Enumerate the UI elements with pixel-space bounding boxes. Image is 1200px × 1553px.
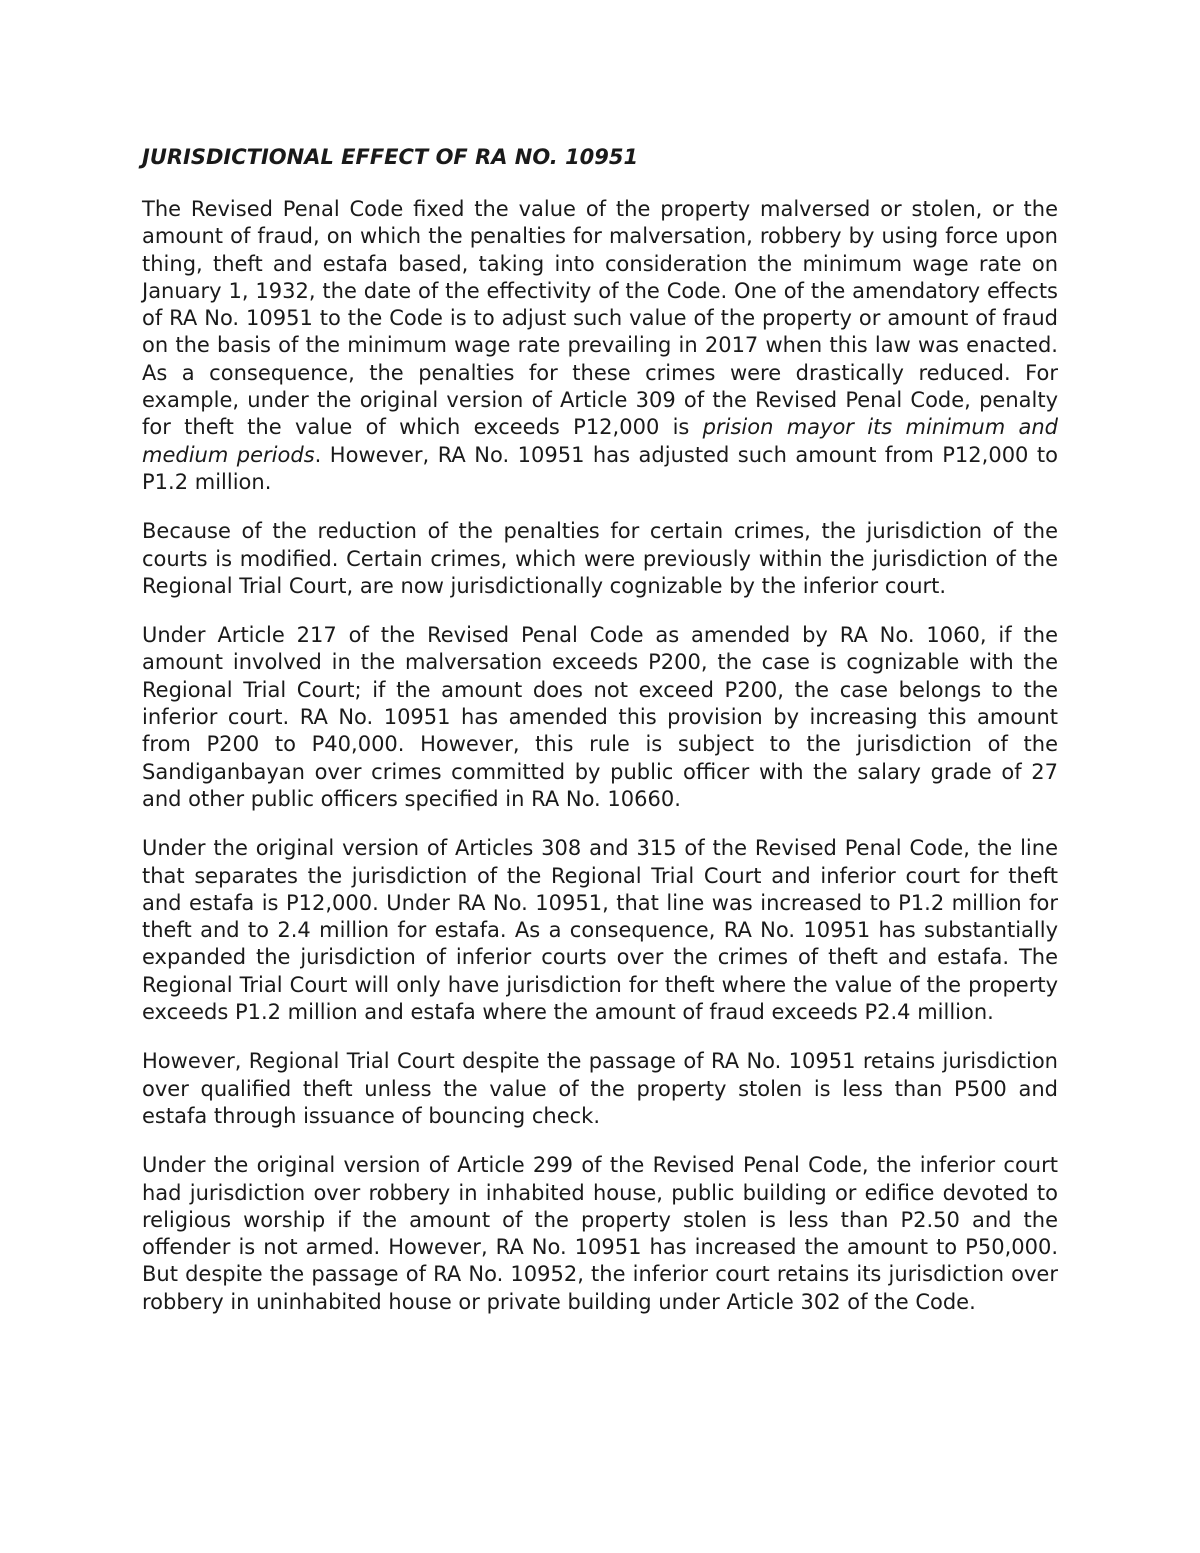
document-body xyxy=(142,142,1058,1316)
paragraph-text: . However, RA No. 10951 has adjusted such amount from P12,000 to P1.2 million. xyxy=(142,442,1058,494)
paragraph-malversation: Under Article 217 of the Revised Penal Code as amended by RA No. 1060, if the amount involved in the malversation exceeds P200, the case is cognizable with the Regional Trial Court; if the amount does not exceed P200, the case belongs to the inferior court. RA No. 10951 has amended this provision by increasing this amount from P200 to P40,000. However, this rule is subject to the jurisdiction of the Sandiganbayan over crimes committed by public officer with the salary grade of 27 and other public officers specified in RA No. 10660. xyxy=(142,623,1058,811)
italic-penalty-term: prision mayor its minimum and medium periods xyxy=(142,415,1058,467)
paragraph-penalty-adjustment xyxy=(142,196,1058,496)
paragraph-theft-estafa: Under the original version of Articles 308 and 315 of the Revised Penal Code, the line that separates the jurisdiction of the Regional Trial Court and inferior court for theft and estafa is P12,000. Under RA No. 10951, that line was increased to P1.2 million for theft and to 2.4 million for estafa. As a consequence, RA No. 10951 has substantially expanded the jurisdiction of inferior courts over the crimes of theft and estafa. The Regional Trial Court will only have jurisdiction for theft where the value of the property exceeds P1.2 million and estafa where the amount of fraud exceeds P2.4 million. xyxy=(142,836,1058,1025)
paragraph-qualified-theft: However, Regional Trial Court despite the passage of RA No. 10951 retains jurisdiction over qualified theft unless the value of the property stolen is less than P500 and estafa through issuance of bouncing check. xyxy=(142,1049,1058,1128)
paragraph-text: The Revised Penal Code fixed the value of the property malversed or stolen, or the amount of fraud, on which the penalties for malversation, robbery by using force upon thing, theft and estafa based, taking into consideration the minimum wage rate on January 1, 1932, the date of the effectivity of the Code. One of the amendatory effects of RA No. 10951 to the Code is to adjust such value of the property or amount of fraud on the basis of the minimum wage rate prevailing in 2017 when this law was enacted. As a consequence, the penalties for these crimes were drastically reduced. For example, under the original version of Article 309 of the Revised Penal Code, penalty for theft the value of which exceeds P12,000 is xyxy=(142,197,1058,440)
document-title: JURISDICTIONAL EFFECT OF RA NO. 10951 xyxy=(142,145,639,169)
paragraph-jurisdiction-modified: Because of the reduction of the penalties for certain crimes, the jurisdiction of the courts is modified. Certain crimes, which were previously within the jurisdiction of the Regional Trial Court, are now jurisdictionally cognizable by the inferior court. xyxy=(142,519,1058,598)
paragraph-robbery: Under the original version of Article 299 of the Revised Penal Code, the inferior court had jurisdiction over robbery in inhabited house, public building or edifice devoted to religious worship if the amount of the property stolen is less than P2.50 and the offender is not armed. However, RA No. 10951 has increased the amount to P50,000. But despite the passage of RA No. 10952, the inferior court retains its jurisdiction over robbery in uninhabited house or private building under Article 302 of the Code. xyxy=(142,1153,1058,1314)
